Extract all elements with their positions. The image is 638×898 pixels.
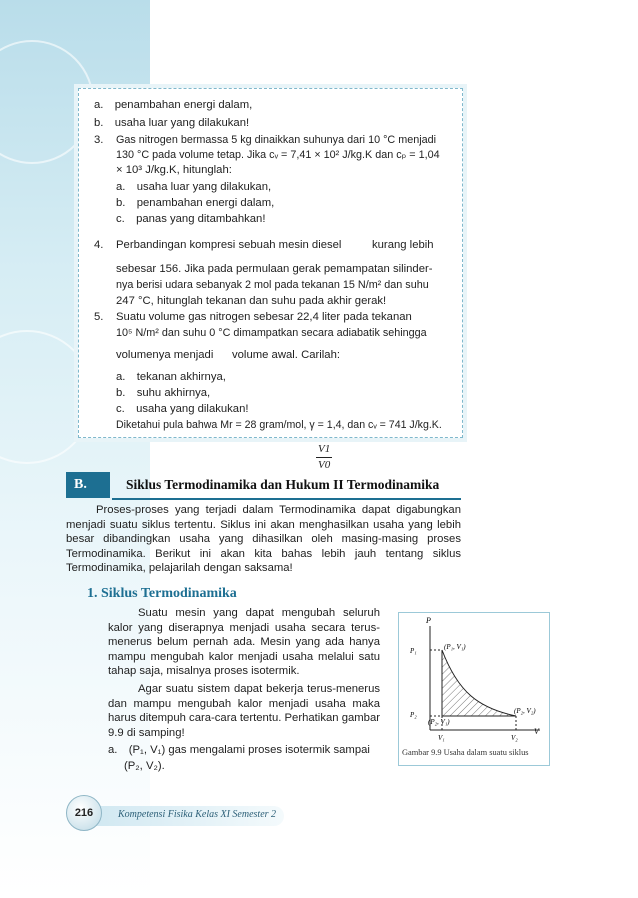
axis-label-v: V xyxy=(534,727,539,736)
item-b: b. suhu akhirnya, xyxy=(116,387,211,399)
subsection-title: 1. Siklus Termodinamika xyxy=(87,586,237,601)
question-number: 3. xyxy=(94,134,104,146)
axis-label-p: P xyxy=(426,616,431,625)
question-text: Perbandingan kompresi sebuah mesin diesel xyxy=(116,239,342,251)
point-label: (P₁, V₁) xyxy=(444,643,466,651)
body-paragraph: Agar suatu sistem dapat bekerja terus-menerus dan mampu mengubah kalor menjadi usaha maka harus ditempuh cara-cara tertentu. Perhatikan gambar 9.9 di samping! xyxy=(108,683,380,739)
item-a: a. usaha luar yang dilakukan, xyxy=(116,181,272,193)
pv-diagram xyxy=(398,612,558,752)
question-text: volume awal. Carilah: xyxy=(232,349,340,361)
question-text: 130 °C pada volume tetap. Jika cᵥ = 7,41 × 10² J/kg.K dan cₚ = 1,04 xyxy=(116,149,440,161)
footer-text: Kompetensi Fisika Kelas XI Semester 2 xyxy=(118,809,277,820)
question-number: 5. xyxy=(94,311,104,323)
point-label: (P₂, V₁) xyxy=(428,718,450,726)
question-text: sebesar 156. Jika pada permulaan gerak pemampatan silinder- xyxy=(116,263,433,275)
tick-v2: V₂ xyxy=(511,734,518,742)
item-a: a. tekanan akhirnya, xyxy=(116,371,226,383)
body-paragraph: Suatu mesin yang dapat mengubah seluruh kalor yang diserapnya menjadi usaha secara terus-menerus belum pernah ada. Mesin yang ada hanya mampu mengubah kalor menjadi usaha melalui satu tahap saja, misalnya proses isotermik. xyxy=(108,607,380,678)
fraction-denominator: V0 xyxy=(318,459,331,471)
list-item: a. (P₁, V₁) gas mengalami proses isotermik sampai xyxy=(108,744,370,756)
item-c: c. panas yang ditambahkan! xyxy=(116,213,266,225)
question-text: volumenya menjadi xyxy=(116,349,214,361)
question-text: kurang lebih xyxy=(372,239,434,251)
item-a: a. penambahan energi dalam, xyxy=(94,99,253,111)
question-text: nya berisi udara sebanyak 2 mol pada tekanan 15 N/m² dan suhu xyxy=(116,279,429,291)
list-item: (P₂, V₂). xyxy=(124,760,165,772)
tick-p2: P₂ xyxy=(410,711,417,719)
fraction-numerator: V1 xyxy=(318,443,331,455)
tick-v1: V₁ xyxy=(438,734,445,742)
section-header xyxy=(66,472,461,498)
question-text: 10⁵ N/m² dan suhu 0 °C dimampatkan secara adiabatik sehingga xyxy=(116,327,427,339)
given-data: Diketahui pula bahwa Mr = 28 gram/mol, γ = 1,4, dan cᵥ = 741 J/kg.K. xyxy=(116,419,442,431)
page-number: 216 xyxy=(66,795,102,831)
question-text: Gas nitrogen bermassa 5 kg dinaikkan suhunya dari 10 °C menjadi xyxy=(116,134,437,146)
question-text: × 10³ J/kg.K, hitunglah: xyxy=(116,164,232,176)
item-b: b. penambahan energi dalam, xyxy=(116,197,275,209)
section-title: Siklus Termodinamika dan Hukum II Termodinamika xyxy=(112,472,461,500)
fraction-bar xyxy=(316,457,332,458)
item-c: c. usaha yang dilakukan! xyxy=(116,403,249,415)
section-letter: B. xyxy=(66,472,110,498)
question-number: 4. xyxy=(94,239,104,251)
point-label: (P₂, V₂) xyxy=(514,707,536,715)
question-text: Suatu volume gas nitrogen sebesar 22,4 liter pada tekanan xyxy=(116,311,412,323)
item-b: b. usaha luar yang dilakukan! xyxy=(94,117,250,129)
intro-paragraph: Proses-proses yang terjadi dalam Termodinamika dapat digabungkan menjadi suatu siklus tertentu. Siklus ini akan menghasilkan usaha yang lebih besar dibandingkan usaha yang dihasilkan oleh masing-masing proses Termodinamika. Berikut ini akan kita bahas lebih jauh tentang siklus Termodinamika, pelajarilah dengan saksama! xyxy=(66,504,461,575)
tick-p1: P₁ xyxy=(410,647,417,655)
cycle-area xyxy=(442,650,516,716)
figure-caption: Gambar 9.9 Usaha dalam suatu siklus xyxy=(402,748,529,757)
question-text: 247 °C, hitunglah tekanan dan suhu pada akhir gerak! xyxy=(116,295,387,307)
